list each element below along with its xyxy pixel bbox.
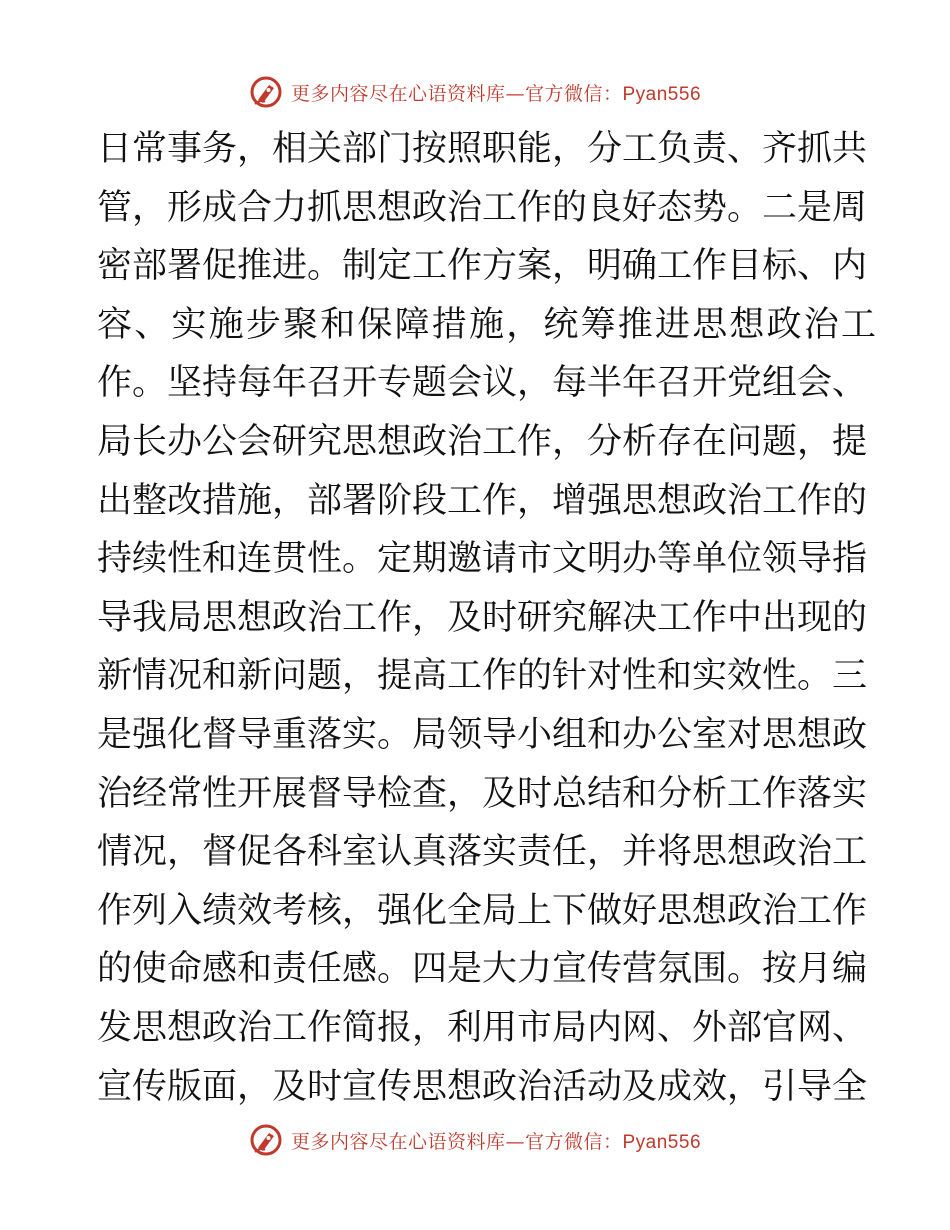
text-line: 作列入绩效考核，强化全局上下做好思想政治工作 <box>97 890 868 931</box>
watermark-main-text: 更多内容尽在心语资料库 <box>290 82 506 105</box>
watermark-separator: — <box>505 1130 525 1153</box>
text-line: 导我局思想政治工作，及时研究解决工作中出现的 <box>97 597 868 638</box>
text-line: 是强化督导重落实。局领导小组和办公室对思想政 <box>97 714 868 755</box>
text-line: 的使命感和责任感。四是大力宣传营氛围。按月编 <box>97 949 868 990</box>
text-line: 情况，督促各科室认真落实责任，并将思想政治工 <box>97 832 868 873</box>
watermark-wechat-id: Pyan556 <box>622 83 702 105</box>
watermark-separator: — <box>505 82 525 105</box>
pen-nib-circle-icon <box>249 1123 283 1157</box>
text-line: 容、实施步聚和保障措施，统筹推进思想政治工 <box>97 304 879 345</box>
text-line: 治经常性开展督导检查，及时总结和分析工作落实 <box>97 773 868 814</box>
footer-watermark <box>0 1120 950 1160</box>
text-line: 作。坚持每年召开专题会议，每半年召开党组会、 <box>97 363 868 404</box>
watermark-text <box>291 79 701 106</box>
text-line: 出整改措施，部署阶段工作，增强思想政治工作的 <box>97 480 868 521</box>
text-line: 新情况和新问题，提高工作的针对性和实效性。三 <box>97 656 868 697</box>
text-line: 持续性和连贯性。定期邀请市文明办等单位领导指 <box>97 539 868 580</box>
watermark-text <box>291 1127 701 1154</box>
pen-nib-circle-icon <box>249 75 283 109</box>
watermark-wechat-label: 官方微信： <box>524 82 623 105</box>
watermark-wechat-id: Pyan556 <box>622 1131 702 1153</box>
text-line: 局长办公会研究思想政治工作，分析存在问题，提 <box>97 421 868 462</box>
text-line: 发思想政治工作简报，利用市局内网、外部官网、 <box>97 1007 868 1048</box>
watermark-wechat-label: 官方微信： <box>524 1130 623 1153</box>
text-line: 宣传版面，及时宣传思想政治活动及成效，引导全 <box>97 1066 868 1107</box>
watermark-main-text: 更多内容尽在心语资料库 <box>290 1130 506 1153</box>
text-line: 密部署促推进。制定工作方案，明确工作目标、内 <box>97 246 868 287</box>
text-line: 日常事务，相关部门按照职能，分工负责、齐抓共 <box>97 129 868 169</box>
document-body <box>97 120 879 1116</box>
header-watermark <box>0 72 950 112</box>
text-line: 管，形成合力抓思想政治工作的良好态势。二是周 <box>97 187 868 228</box>
